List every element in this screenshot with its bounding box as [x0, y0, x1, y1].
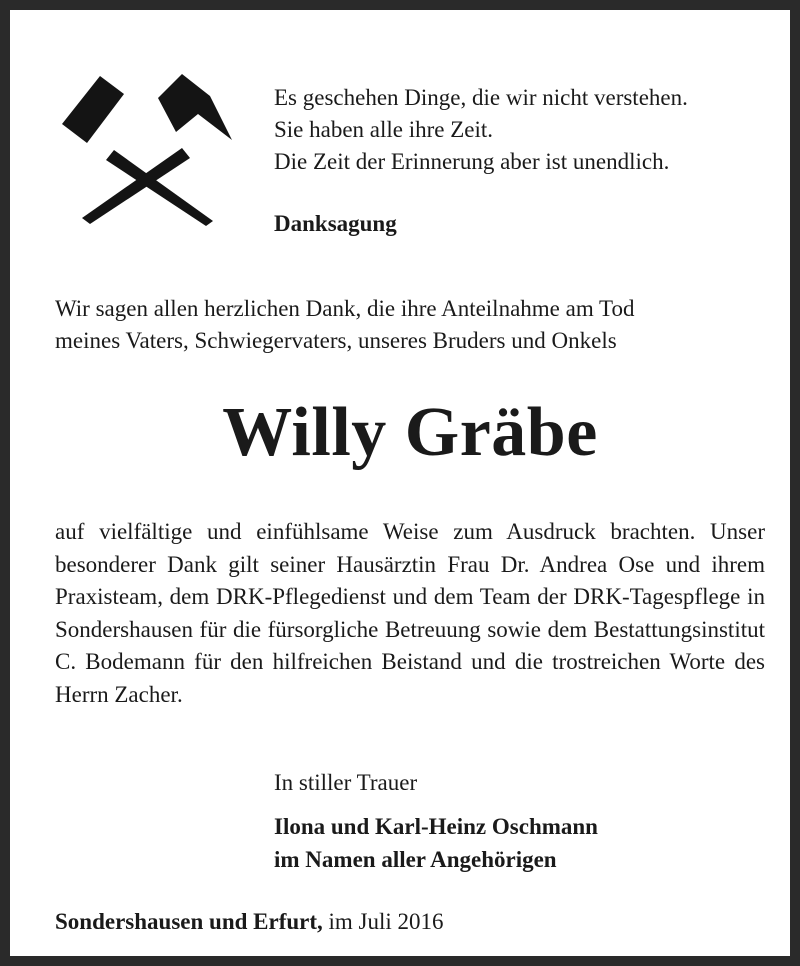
crossed-hammers-icon: [58, 74, 236, 232]
place-date-line: [55, 909, 444, 935]
intro-line: Wir sagen allen herzlichen Dank, die ihre Anteilnahme am Tod: [55, 296, 635, 321]
thanks-paragraph: auf vielfältige und einfühlsame Weise zum Ausdruck brachten. Unser besonderer Dank gilt seiner Hausärztin Frau Dr. Andrea Ose und ihrem Praxisteam, dem DRK-Pflegedienst und dem Team der DRK-Tagespflege in Sondershausen für die fürsorgliche Betreuung sowie dem Bestattungsinstitut C. Bodemann für den hilfreichen Beistand und die trostreichen Worte des Herrn Zacher.: [55, 519, 765, 707]
intro-line: meines Vaters, Schwiegervaters, unseres Bruders und Onkels: [55, 328, 617, 353]
intro-paragraph: [55, 293, 770, 357]
verse-line: Es geschehen Dinge, die wir nicht verstehen.: [274, 85, 688, 110]
verse-line: Sie haben alle ihre Zeit.: [274, 117, 494, 142]
signers: [274, 810, 598, 876]
closing-phrase: In stiller Trauer: [274, 770, 418, 795]
notice-heading: Danksagung: [274, 211, 397, 236]
signer-line: Ilona und Karl-Heinz Oschmann: [274, 814, 598, 839]
place: Sondershausen und Erfurt,: [55, 909, 323, 934]
date: im Juli 2016: [328, 909, 444, 934]
signer-line: im Namen aller Angehörigen: [274, 847, 557, 872]
verse-line: Die Zeit der Erinnerung aber ist unendlich.: [274, 149, 670, 174]
deceased-name: Willy Gräbe: [222, 394, 598, 471]
memorial-verse: [274, 82, 688, 178]
